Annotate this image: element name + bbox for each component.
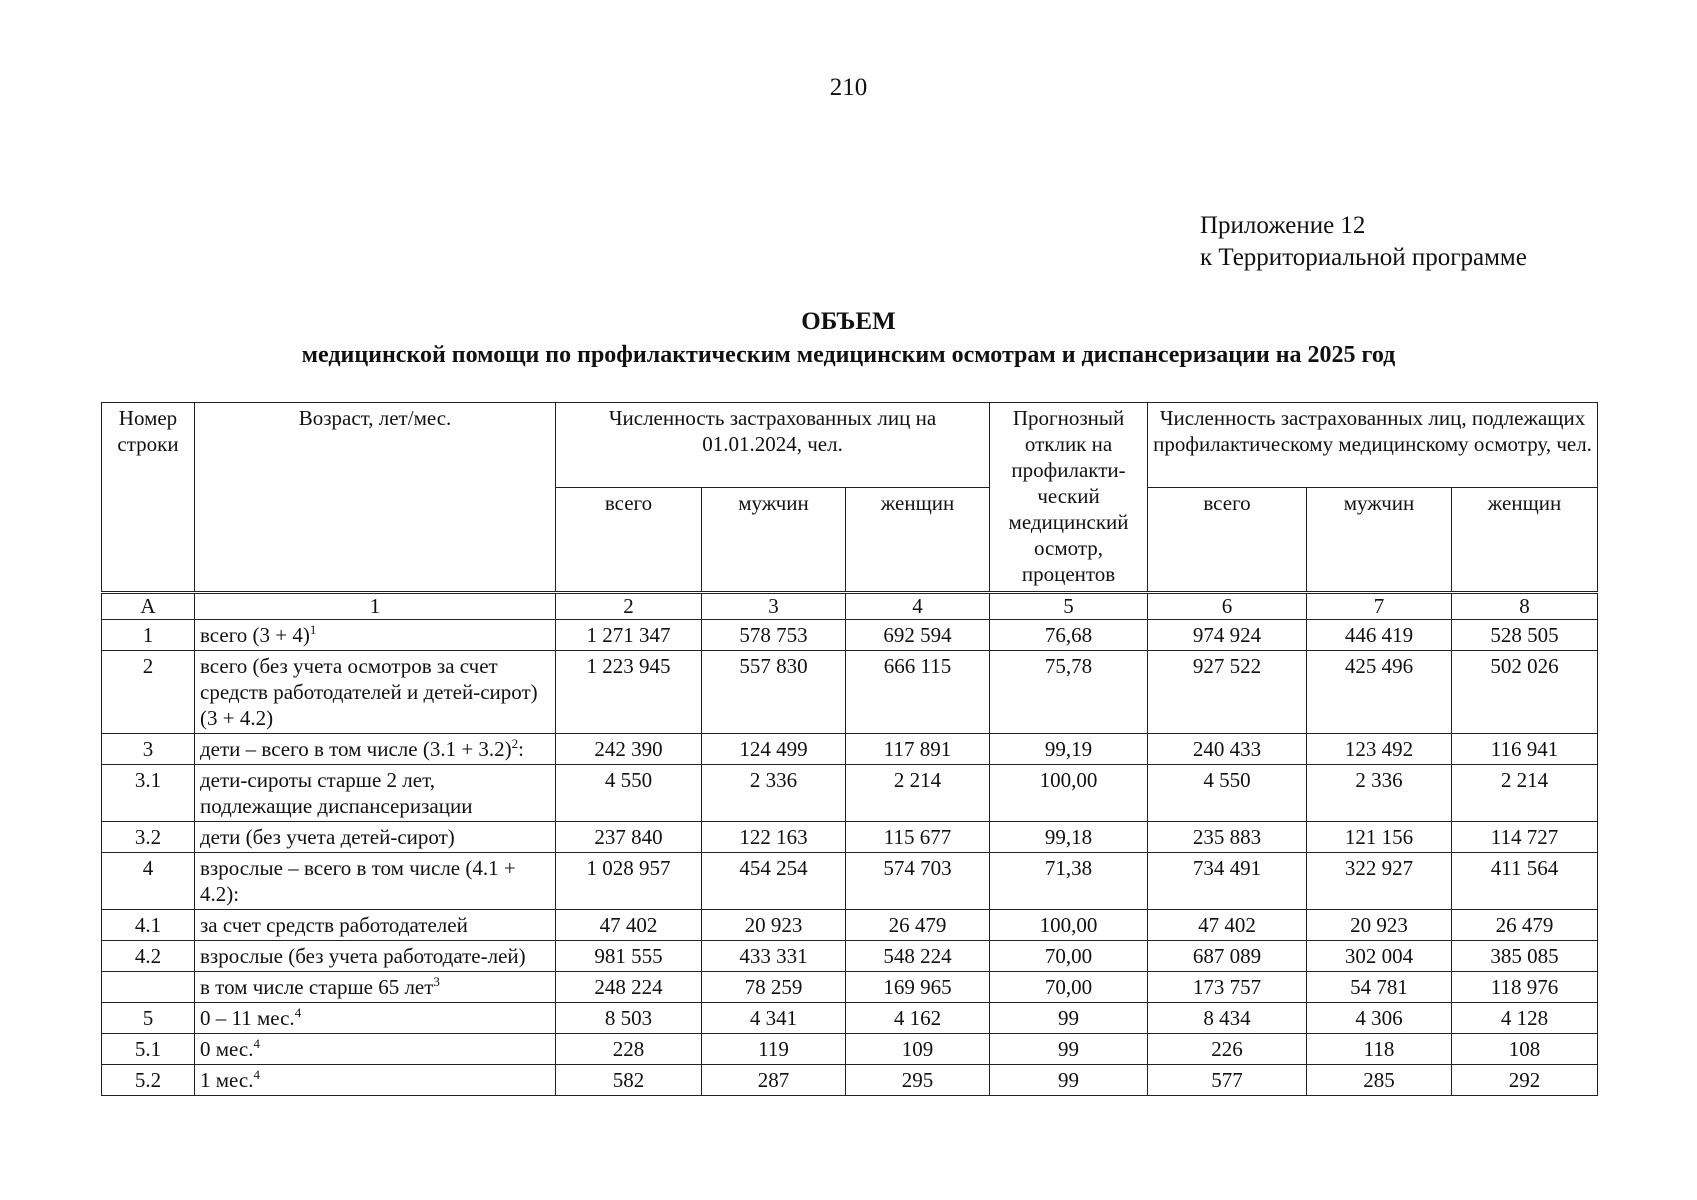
header-subject-group: Численность застрахованных лиц, подлежащих профилактическому медицинскому осмотру, чел. <box>1148 403 1598 488</box>
row-number-cell: 4 <box>102 853 195 910</box>
volume-table <box>101 402 1598 1096</box>
value-cell-c2: 228 <box>556 1034 702 1065</box>
value-cell-c8: 528 505 <box>1452 620 1598 651</box>
header-response: Прогнозный отклик на профилакти-ческий медицинский осмотр, процентов <box>990 403 1148 593</box>
header-subject-female: женщин <box>1452 488 1598 593</box>
age-label: всего (без учета осмотров за счет средств работодателей и детей-сирот) (3 + 4.2) <box>200 654 538 730</box>
age-cell <box>195 853 556 910</box>
value-cell-c2: 1 271 347 <box>556 620 702 651</box>
value-cell-c3: 20 923 <box>702 910 846 941</box>
value-cell-c4: 109 <box>846 1034 990 1065</box>
value-cell-c7: 54 781 <box>1307 972 1452 1003</box>
value-cell-c3: 454 254 <box>702 853 846 910</box>
value-cell-c8: 292 <box>1452 1065 1598 1096</box>
value-cell-c6: 235 883 <box>1148 822 1307 853</box>
footnote-marker: 2 <box>511 736 519 751</box>
header-insured-total: всего <box>556 488 702 593</box>
value-cell-c4: 548 224 <box>846 941 990 972</box>
value-cell-c3: 2 336 <box>702 765 846 822</box>
value-cell-c4: 169 965 <box>846 972 990 1003</box>
value-cell-c5: 99 <box>990 1034 1148 1065</box>
table-row <box>102 620 1598 651</box>
age-label: 0 – 11 мес. <box>200 1006 295 1030</box>
table-row <box>102 734 1598 765</box>
age-label: взрослые (без учета работодате-лей) <box>200 944 526 968</box>
header-insured-male: мужчин <box>702 488 846 593</box>
value-cell-c2: 242 390 <box>556 734 702 765</box>
table-row <box>102 1065 1598 1096</box>
column-index-cell: 4 <box>846 593 990 620</box>
value-cell-c7: 121 156 <box>1307 822 1452 853</box>
age-label: дети (без учета детей-сирот) <box>200 825 455 849</box>
column-index-cell: 6 <box>1148 593 1307 620</box>
age-label: всего (3 + 4) <box>200 623 310 647</box>
table-body <box>102 593 1598 1096</box>
value-cell-c5: 100,00 <box>990 765 1148 822</box>
value-cell-c2: 8 503 <box>556 1003 702 1034</box>
header-subject-total: всего <box>1148 488 1307 593</box>
header-row-number: Номер строки <box>102 403 195 593</box>
table-row <box>102 1034 1598 1065</box>
footnote-marker: 4 <box>253 1067 260 1082</box>
value-cell-c3: 78 259 <box>702 972 846 1003</box>
column-index-cell: 8 <box>1452 593 1598 620</box>
row-number-cell: 5 <box>102 1003 195 1034</box>
document-title: ОБЪЕМ <box>801 308 896 335</box>
footnote-marker: 4 <box>294 1005 302 1020</box>
row-number-cell: 1 <box>102 620 195 651</box>
value-cell-c7: 302 004 <box>1307 941 1452 972</box>
table-header <box>102 403 1598 593</box>
value-cell-c2: 47 402 <box>556 910 702 941</box>
age-cell <box>195 941 556 972</box>
value-cell-c4: 692 594 <box>846 620 990 651</box>
age-label: взрослые – всего в том числе (4.1 + 4.2): <box>200 856 516 906</box>
value-cell-c5: 100,00 <box>990 910 1148 941</box>
row-number-cell: 3 <box>102 734 195 765</box>
value-cell-c3: 557 830 <box>702 651 846 734</box>
value-cell-c3: 124 499 <box>702 734 846 765</box>
value-cell-c2: 1 223 945 <box>556 651 702 734</box>
value-cell-c7: 446 419 <box>1307 620 1452 651</box>
value-cell-c3: 578 753 <box>702 620 846 651</box>
value-cell-c4: 115 677 <box>846 822 990 853</box>
age-label: дети-сироты старше 2 лет, подлежащие диспансеризации <box>200 768 473 818</box>
value-cell-c5: 76,68 <box>990 620 1148 651</box>
age-cell <box>195 972 556 1003</box>
age-cell <box>195 765 556 822</box>
table-row <box>102 765 1598 822</box>
footnote-marker: 1 <box>309 622 317 637</box>
header-age: Возраст, лет/мес. <box>195 403 556 593</box>
value-cell-c6: 927 522 <box>1148 651 1307 734</box>
value-cell-c8: 26 479 <box>1452 910 1598 941</box>
row-number-cell <box>102 972 195 1003</box>
table-row <box>102 910 1598 941</box>
value-cell-c8: 2 214 <box>1452 765 1598 822</box>
column-index-cell: 7 <box>1307 593 1452 620</box>
age-cell <box>195 822 556 853</box>
column-index-cell: 5 <box>990 593 1148 620</box>
column-index-cell: 2 <box>556 593 702 620</box>
value-cell-c7: 123 492 <box>1307 734 1452 765</box>
column-index-row <box>102 593 1598 620</box>
age-label-tail: : <box>518 737 525 761</box>
header-row-1 <box>102 403 1598 488</box>
value-cell-c8: 108 <box>1452 1034 1598 1065</box>
value-cell-c8: 116 941 <box>1452 734 1598 765</box>
value-cell-c3: 4 341 <box>702 1003 846 1034</box>
footnote-marker: 4 <box>253 1036 260 1051</box>
value-cell-c2: 582 <box>556 1065 702 1096</box>
age-cell <box>195 734 556 765</box>
value-cell-c6: 734 491 <box>1148 853 1307 910</box>
value-cell-c7: 4 306 <box>1307 1003 1452 1034</box>
row-number-cell: 5.1 <box>102 1034 195 1065</box>
footnote-marker: 3 <box>433 974 440 989</box>
row-number-cell: 5.2 <box>102 1065 195 1096</box>
value-cell-c5: 70,00 <box>990 972 1148 1003</box>
age-cell <box>195 651 556 734</box>
value-cell-c4: 117 891 <box>846 734 990 765</box>
value-cell-c6: 4 550 <box>1148 765 1307 822</box>
header-insured-female: женщин <box>846 488 990 593</box>
value-cell-c5: 71,38 <box>990 853 1148 910</box>
table-row <box>102 822 1598 853</box>
value-cell-c3: 122 163 <box>702 822 846 853</box>
value-cell-c4: 295 <box>846 1065 990 1096</box>
value-cell-c2: 981 555 <box>556 941 702 972</box>
value-cell-c2: 248 224 <box>556 972 702 1003</box>
appendix-line-2: к Территориальной программе <box>1200 244 1527 271</box>
value-cell-c4: 666 115 <box>846 651 990 734</box>
value-cell-c3: 287 <box>702 1065 846 1096</box>
age-cell <box>195 1003 556 1034</box>
value-cell-c3: 433 331 <box>702 941 846 972</box>
row-number-cell: 2 <box>102 651 195 734</box>
page-number: 210 <box>829 74 868 101</box>
header-subject-male: мужчин <box>1307 488 1452 593</box>
value-cell-c7: 425 496 <box>1307 651 1452 734</box>
value-cell-c5: 75,78 <box>990 651 1148 734</box>
value-cell-c5: 99,19 <box>990 734 1148 765</box>
column-index-cell: А <box>102 593 195 620</box>
table-row <box>102 972 1598 1003</box>
appendix-reference <box>1200 210 1527 274</box>
value-cell-c5: 99 <box>990 1065 1148 1096</box>
value-cell-c3: 119 <box>702 1034 846 1065</box>
age-cell <box>195 1065 556 1096</box>
row-number-cell: 3.1 <box>102 765 195 822</box>
value-cell-c7: 322 927 <box>1307 853 1452 910</box>
header-insured-group: Численность застрахованных лиц на 01.01.2024, чел. <box>556 403 990 488</box>
value-cell-c6: 577 <box>1148 1065 1307 1096</box>
value-cell-c8: 502 026 <box>1452 651 1598 734</box>
age-label: дети – всего в том числе (3.1 + 3.2) <box>200 737 512 761</box>
value-cell-c6: 687 089 <box>1148 941 1307 972</box>
age-cell <box>195 1034 556 1065</box>
value-cell-c6: 974 924 <box>1148 620 1307 651</box>
value-cell-c4: 2 214 <box>846 765 990 822</box>
value-cell-c8: 114 727 <box>1452 822 1598 853</box>
value-cell-c2: 237 840 <box>556 822 702 853</box>
value-cell-c2: 1 028 957 <box>556 853 702 910</box>
value-cell-c5: 70,00 <box>990 941 1148 972</box>
value-cell-c4: 4 162 <box>846 1003 990 1034</box>
table-row <box>102 853 1598 910</box>
age-label: 1 мес. <box>200 1068 254 1092</box>
table-row <box>102 1003 1598 1034</box>
document-subtitle: медицинской помощи по профилактическим медицинским осмотрам и диспансеризации на 2025 год <box>301 342 1396 368</box>
value-cell-c8: 4 128 <box>1452 1003 1598 1034</box>
value-cell-c7: 20 923 <box>1307 910 1452 941</box>
value-cell-c5: 99 <box>990 1003 1148 1034</box>
table-row <box>102 941 1598 972</box>
column-index-cell: 3 <box>702 593 846 620</box>
value-cell-c4: 574 703 <box>846 853 990 910</box>
column-index-cell: 1 <box>195 593 556 620</box>
value-cell-c8: 118 976 <box>1452 972 1598 1003</box>
value-cell-c4: 26 479 <box>846 910 990 941</box>
value-cell-c7: 118 <box>1307 1034 1452 1065</box>
value-cell-c8: 385 085 <box>1452 941 1598 972</box>
value-cell-c7: 285 <box>1307 1065 1452 1096</box>
appendix-line-1: Приложение 12 <box>1200 212 1366 239</box>
value-cell-c8: 411 564 <box>1452 853 1598 910</box>
age-label: за счет средств работодателей <box>200 913 468 937</box>
age-label: в том числе старше 65 лет <box>200 975 434 999</box>
row-number-cell: 3.2 <box>102 822 195 853</box>
value-cell-c6: 8 434 <box>1148 1003 1307 1034</box>
value-cell-c6: 47 402 <box>1148 910 1307 941</box>
value-cell-c6: 226 <box>1148 1034 1307 1065</box>
value-cell-c7: 2 336 <box>1307 765 1452 822</box>
age-cell <box>195 910 556 941</box>
value-cell-c6: 173 757 <box>1148 972 1307 1003</box>
row-number-cell: 4.1 <box>102 910 195 941</box>
value-cell-c5: 99,18 <box>990 822 1148 853</box>
row-number-cell: 4.2 <box>102 941 195 972</box>
value-cell-c2: 4 550 <box>556 765 702 822</box>
age-label: 0 мес. <box>200 1037 254 1061</box>
table-row <box>102 651 1598 734</box>
value-cell-c6: 240 433 <box>1148 734 1307 765</box>
age-cell <box>195 620 556 651</box>
